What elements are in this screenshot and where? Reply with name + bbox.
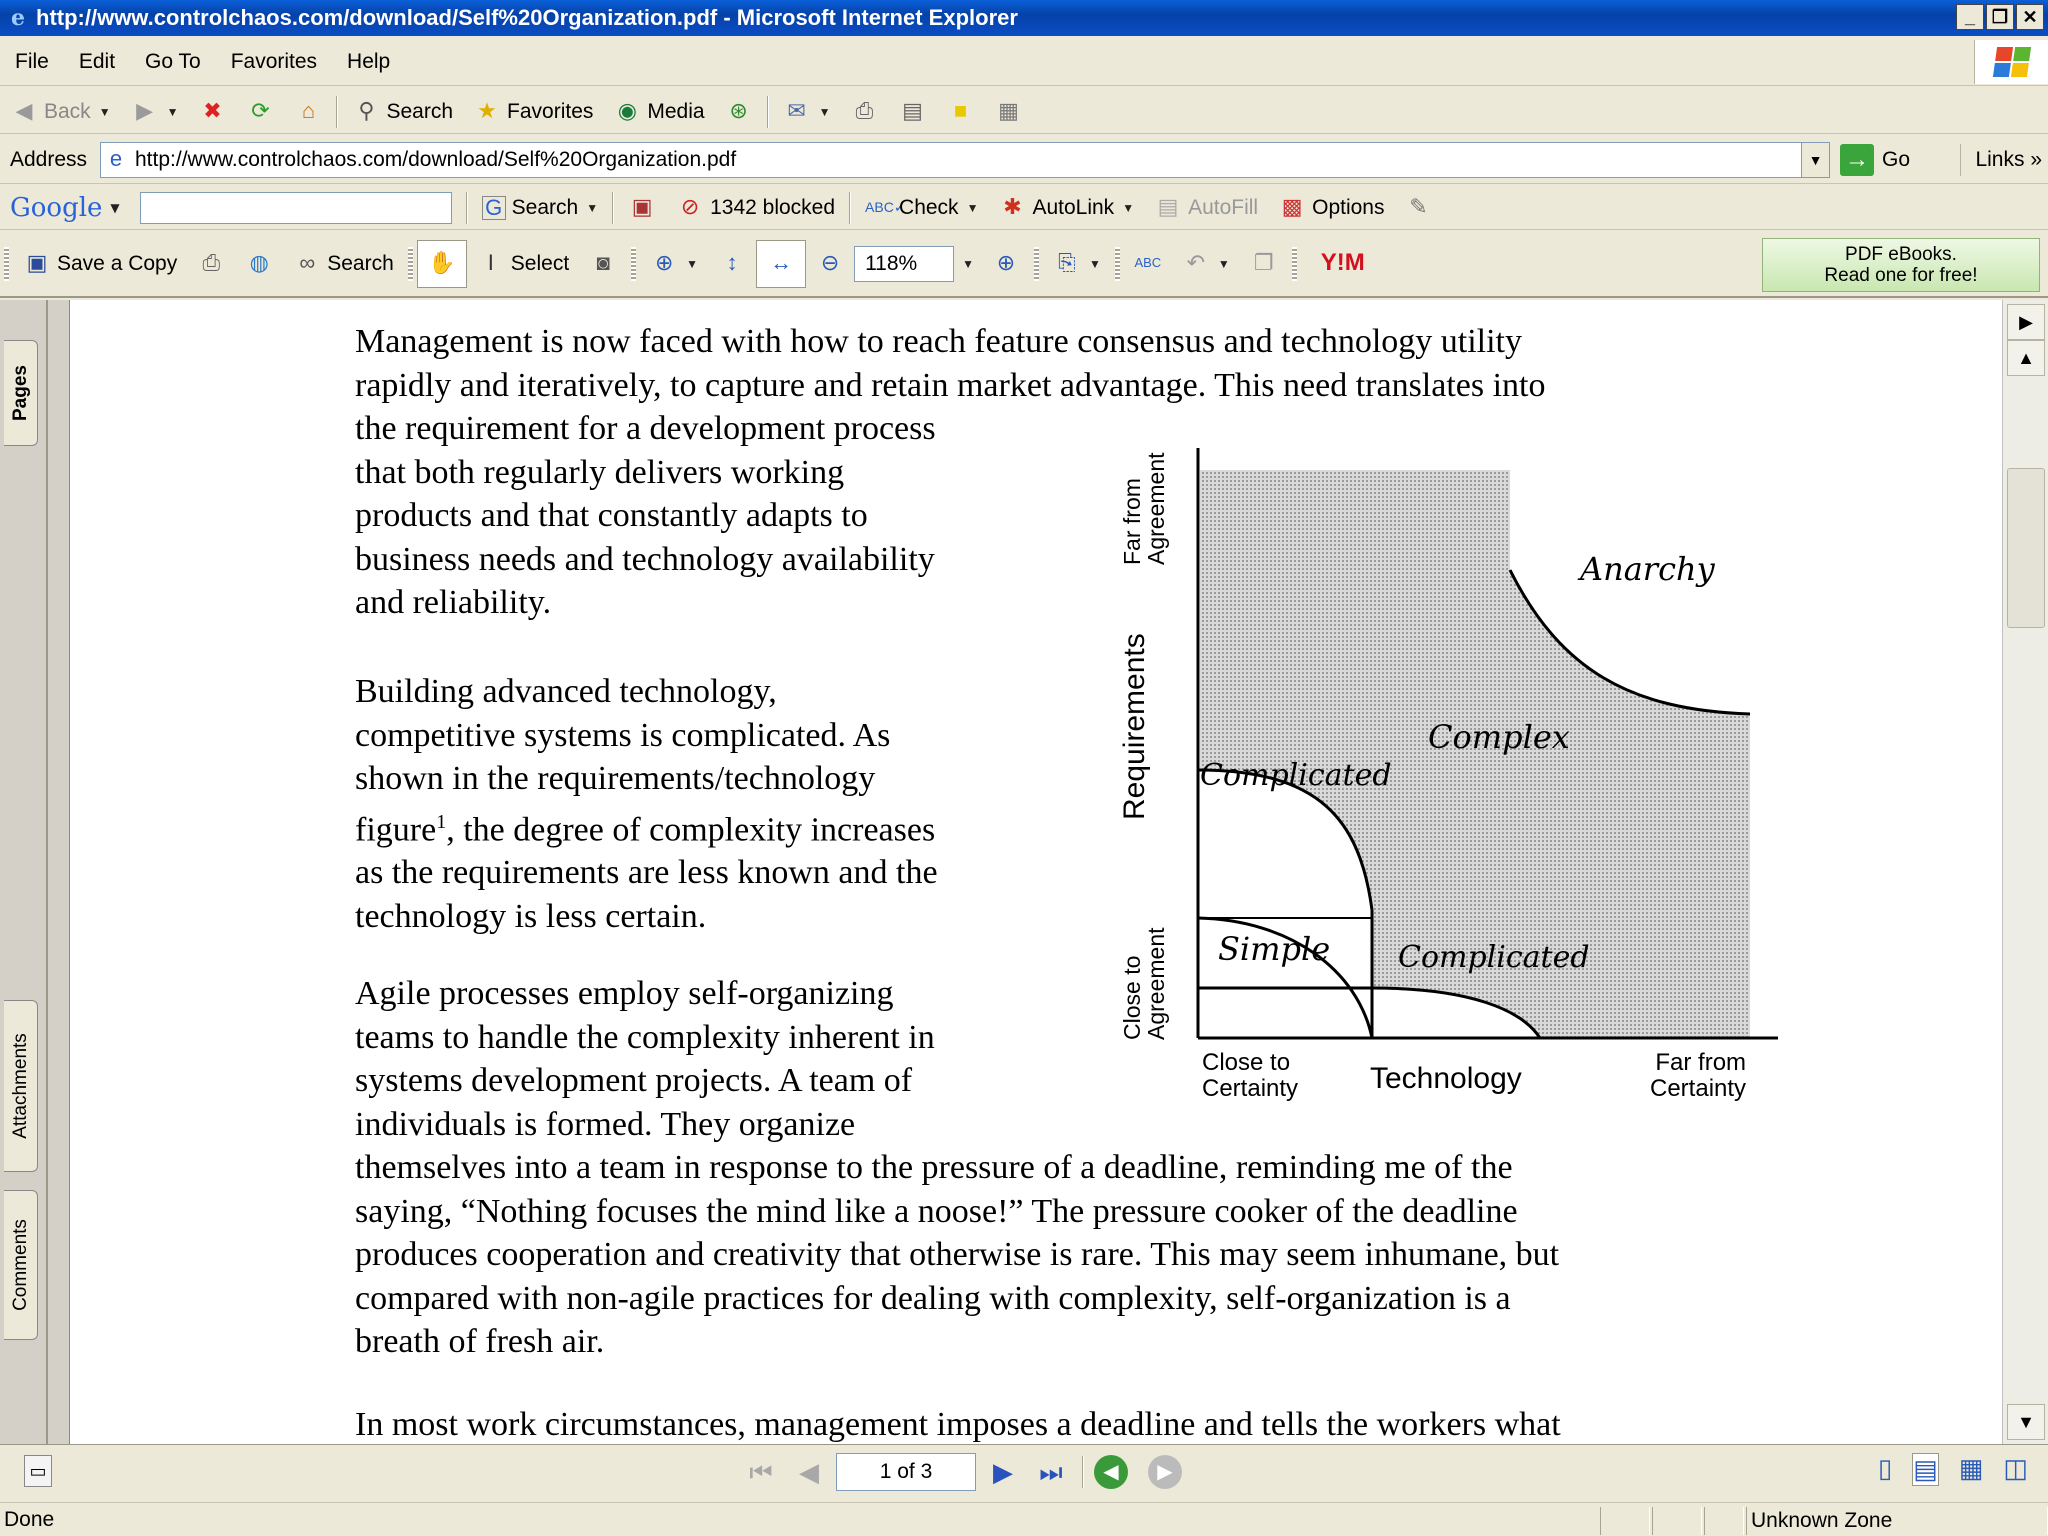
minus-circle-icon: ⊖ bbox=[820, 250, 840, 275]
vertical-scrollbar[interactable] bbox=[2002, 300, 2048, 1444]
email-button[interactable] bbox=[235, 250, 283, 278]
rotate-button[interactable]: ⎘ ▼ bbox=[1043, 250, 1111, 278]
pane-splitter[interactable] bbox=[48, 300, 70, 1444]
label-simple: Simple bbox=[1218, 930, 1331, 968]
options-button[interactable]: ▩ Options bbox=[1268, 194, 1394, 222]
print-icon: ⎙ bbox=[855, 97, 874, 123]
page-options-icon[interactable]: ▭ bbox=[24, 1455, 52, 1487]
x-left-label: Close to Certainty bbox=[1202, 1049, 1299, 1102]
search-icon: ⚲ bbox=[358, 97, 375, 123]
page-number-input[interactable]: 1 of 3 bbox=[836, 1453, 976, 1491]
pdf-toolbar bbox=[0, 232, 2048, 298]
go-arrow-icon: → bbox=[1840, 144, 1874, 176]
select-tool-button[interactable]: I Select bbox=[467, 250, 579, 278]
pencil-icon: ✎ bbox=[1409, 193, 1428, 219]
address-bar bbox=[0, 136, 2048, 184]
pdf-ebooks-button[interactable]: PDF eBooks. Read one for free! bbox=[1762, 238, 2040, 292]
research-button[interactable] bbox=[984, 98, 1032, 126]
google-g-icon: G bbox=[482, 196, 506, 220]
menu-favorites[interactable]: Favorites bbox=[230, 49, 318, 73]
autolink-icon: ✱ bbox=[1003, 193, 1022, 219]
print-icon: ⎙ bbox=[202, 250, 221, 275]
tab-pages[interactable]: Pages bbox=[4, 340, 38, 446]
paragraph-3: Agile processes employ self-organizing teams to handle the complexity inherent in systems development projects. A team of individuals is formed. They organize themselves into a team in response to the pressure of a deadline, reminding me of the saying, “Nothing focuses the mind like a noose!” The pressure cooker of the deadline produces cooperation and creativity that otherwise is rare. This may seem inhumane, but compared with non-agile practices for dealing with complexity, self-organization is a breath of fresh air. bbox=[355, 975, 1560, 1360]
close-button[interactable]: ✕ bbox=[2016, 4, 2044, 30]
go-button[interactable]: → Go bbox=[1840, 144, 1910, 176]
undo-icon: ↶ bbox=[1186, 250, 1206, 275]
binoculars-icon: ∞ bbox=[299, 250, 316, 275]
news-button[interactable] bbox=[618, 194, 666, 222]
edit-icon: ▤ bbox=[902, 97, 923, 123]
snapshot-button[interactable] bbox=[579, 250, 627, 278]
home-button[interactable] bbox=[284, 98, 332, 126]
address-label: Address bbox=[10, 148, 88, 171]
status-bar bbox=[0, 1502, 2048, 1536]
hand-icon: ✋ bbox=[428, 250, 456, 275]
pdf-search-button[interactable]: ∞ Search bbox=[283, 250, 404, 278]
copy-button[interactable] bbox=[1240, 250, 1288, 278]
stacey-matrix-figure bbox=[1110, 440, 1790, 1120]
discuss-button[interactable] bbox=[936, 98, 984, 126]
history-button[interactable] bbox=[715, 98, 763, 126]
stop-icon: ✖ bbox=[203, 97, 222, 123]
menu-help[interactable]: Help bbox=[347, 49, 391, 73]
first-page-button[interactable]: ⏮ bbox=[749, 1457, 773, 1487]
disk-icon: ▣ bbox=[26, 250, 48, 275]
edit-button[interactable] bbox=[888, 98, 936, 126]
zoom-in-tool-button[interactable]: ⊕ ▼ bbox=[640, 250, 708, 278]
home-icon: ⌂ bbox=[301, 97, 316, 123]
favorites-button[interactable]: ★ Favorites bbox=[463, 98, 603, 126]
spellcheck-icon: ABC bbox=[1134, 255, 1162, 270]
back-view-button[interactable]: ◀ bbox=[1094, 1455, 1128, 1489]
hand-tool-button[interactable] bbox=[417, 240, 467, 288]
menu-file[interactable]: File bbox=[15, 49, 49, 73]
media-icon: ◉ bbox=[617, 97, 637, 123]
google-logo-button[interactable]: Google ▼ bbox=[10, 192, 120, 223]
copy-icon: ❐ bbox=[1253, 250, 1274, 275]
note-icon: ■ bbox=[953, 97, 968, 123]
stop-button[interactable] bbox=[188, 98, 236, 126]
paragraph-4: In most work circumstances, management imposes a deadline and tells the workers what bbox=[355, 1406, 1561, 1443]
status-text: Done bbox=[4, 1507, 55, 1531]
save-copy-button[interactable]: ▣ Save a Copy bbox=[13, 250, 187, 278]
label-complicated-top: Complicated bbox=[1200, 758, 1392, 793]
fit-height-icon: ↕ bbox=[726, 250, 738, 275]
footnote-mark: 1 bbox=[436, 810, 447, 833]
zoom-out-button[interactable] bbox=[806, 250, 854, 278]
globe-mail-icon: ◍ bbox=[249, 250, 269, 275]
print-button[interactable] bbox=[840, 98, 888, 126]
windows-logo bbox=[1974, 40, 2048, 84]
label-anarchy: Anarchy bbox=[1580, 550, 1715, 588]
fit-width-icon: ↔ bbox=[770, 250, 793, 275]
popup-blocker-icon: ⊘ bbox=[680, 193, 700, 219]
scroll-down-button[interactable]: ▼ bbox=[2007, 1404, 2045, 1440]
google-toolbar bbox=[0, 186, 2048, 230]
menu-edit[interactable]: Edit bbox=[78, 49, 116, 73]
google-search-input[interactable] bbox=[140, 192, 452, 224]
google-logo: Google bbox=[10, 192, 103, 223]
spellcheck-icon: ABC✓ bbox=[865, 198, 906, 215]
y-axis-label: Requirements bbox=[1118, 633, 1151, 820]
search-button[interactable]: ⚲ Search bbox=[342, 98, 463, 126]
refresh-button[interactable] bbox=[236, 98, 284, 126]
google-search-button[interactable]: G Search ▼ bbox=[472, 196, 608, 220]
pdf-document-view bbox=[70, 300, 2002, 1444]
yahoo-button[interactable] bbox=[1301, 250, 1385, 278]
page-icon: e bbox=[109, 146, 123, 171]
links-button[interactable]: Links » bbox=[1960, 144, 2042, 176]
zoom-in-button[interactable] bbox=[982, 250, 1030, 278]
page-navigation-bar bbox=[0, 1444, 2048, 1500]
zoom-dropdown-icon[interactable]: ▼ bbox=[962, 257, 974, 271]
tab-attachments[interactable]: Attachments bbox=[4, 1000, 38, 1172]
paragraph-2: Building advanced technology, competitive systems is complicated. As shown in the requirements/technology figure$^1$, the degree of complexity increases as the requirements are less known and the technology is less certain. bbox=[355, 673, 938, 935]
y-top-label: Far from Agreement bbox=[1119, 452, 1169, 565]
refresh-icon: ⟳ bbox=[251, 97, 270, 123]
ie-icon: e bbox=[11, 5, 25, 31]
x-axis-label: Technology bbox=[1370, 1062, 1522, 1095]
rotate-page-icon: ⎘ bbox=[1058, 250, 1076, 275]
plus-circle-icon: ⊕ bbox=[996, 250, 1016, 275]
back-button[interactable]: ◀ Back ▼ bbox=[0, 98, 121, 126]
scroll-up-button[interactable]: ▲ bbox=[2007, 340, 2045, 376]
continuous-page-icon[interactable]: ▤ bbox=[1913, 1454, 1938, 1484]
fit-width-button[interactable] bbox=[756, 240, 806, 288]
forward-button[interactable]: ▶ ▼ bbox=[121, 98, 189, 126]
options-icon: ▩ bbox=[1281, 193, 1303, 219]
previous-page-button[interactable]: ◀ bbox=[799, 1457, 819, 1487]
camera-icon: ◙ bbox=[596, 250, 610, 275]
single-page-icon[interactable]: ▯ bbox=[1877, 1453, 1893, 1483]
pdf-print-button[interactable] bbox=[187, 250, 235, 278]
page-next-arrow-icon[interactable]: ▶ bbox=[2007, 304, 2045, 340]
security-zone: Unknown Zone bbox=[1746, 1507, 2048, 1535]
label-complex: Complex bbox=[1428, 718, 1570, 756]
last-page-button[interactable]: ⏭ bbox=[1039, 1457, 1063, 1487]
restore-button[interactable]: ❐ bbox=[1986, 4, 2014, 30]
forward-view-button[interactable]: ▶ bbox=[1148, 1455, 1182, 1489]
facing-page-icon[interactable]: ◫ bbox=[2003, 1453, 2028, 1483]
forward-arrow-icon: ▶ bbox=[136, 97, 154, 123]
pdf-spellcheck-button[interactable] bbox=[1124, 250, 1172, 278]
autolink-button[interactable]: ✱ AutoLink ▼ bbox=[988, 194, 1144, 222]
text-select-icon: I bbox=[487, 250, 494, 275]
address-url: http://www.controlchaos.com/download/Self%20Organization.pdf bbox=[135, 148, 737, 171]
fit-page-button[interactable] bbox=[708, 250, 756, 278]
address-field[interactable] bbox=[100, 142, 1830, 178]
history-icon: ⊛ bbox=[729, 97, 748, 123]
autofill-icon: ▤ bbox=[1157, 193, 1179, 219]
magnifier-icon: ⊕ bbox=[654, 250, 674, 275]
back-arrow-icon: ◀ bbox=[15, 97, 33, 123]
menu-goto[interactable]: Go To bbox=[145, 49, 201, 73]
popup-blocker-button[interactable]: ⊘ 1342 blocked bbox=[666, 194, 845, 222]
research-icon: ▦ bbox=[998, 97, 1019, 123]
scroll-thumb[interactable] bbox=[2007, 468, 2045, 628]
undo-button[interactable]: ↶ ▼ bbox=[1172, 250, 1240, 278]
title-bar bbox=[0, 0, 2048, 36]
tab-comments[interactable]: Comments bbox=[4, 1190, 38, 1340]
navigation-pane-tabs bbox=[0, 300, 48, 1444]
autofill-button[interactable]: ▤ AutoFill bbox=[1144, 194, 1268, 222]
next-page-button[interactable]: ▶ bbox=[993, 1457, 1013, 1487]
mail-button[interactable]: ✉ ▼ bbox=[773, 98, 841, 126]
standard-toolbar bbox=[0, 90, 2048, 134]
paragraph-1: Management is now faced with how to reach feature consensus and technology utility rapidly and iteratively, to capture and retain market advantage. This need translates into the requirement for a development process that both regularly delivers working products and that constantly adapts to business needs and technology availability and reliability. bbox=[355, 323, 1546, 621]
menu-bar bbox=[0, 38, 2048, 86]
continuous-facing-icon[interactable]: ▦ bbox=[1958, 1453, 1984, 1483]
spell-check-button[interactable]: ABC✓ Check ▼ bbox=[855, 194, 988, 222]
zoom-level-input[interactable]: 118% bbox=[854, 246, 954, 282]
star-icon: ★ bbox=[477, 97, 497, 123]
yahoo-icon: Y!M bbox=[1320, 249, 1365, 276]
media-button[interactable]: ◉ Media bbox=[603, 98, 714, 126]
window-title: http://www.controlchaos.com/download/Self%20Organization.pdf - Microsoft Internet Explorer bbox=[36, 5, 1018, 30]
highlight-button[interactable] bbox=[1394, 194, 1442, 222]
address-dropdown-button[interactable]: ▼ bbox=[1801, 143, 1829, 177]
x-right-label: Far from Certainty bbox=[1650, 1049, 1747, 1102]
y-bottom-label: Close to Agreement bbox=[1119, 927, 1169, 1040]
minimize-button[interactable]: _ bbox=[1956, 4, 1984, 30]
mail-icon: ✉ bbox=[787, 97, 806, 123]
news-icon: ▣ bbox=[631, 193, 653, 219]
label-complicated-bottom: Complicated bbox=[1398, 940, 1590, 975]
